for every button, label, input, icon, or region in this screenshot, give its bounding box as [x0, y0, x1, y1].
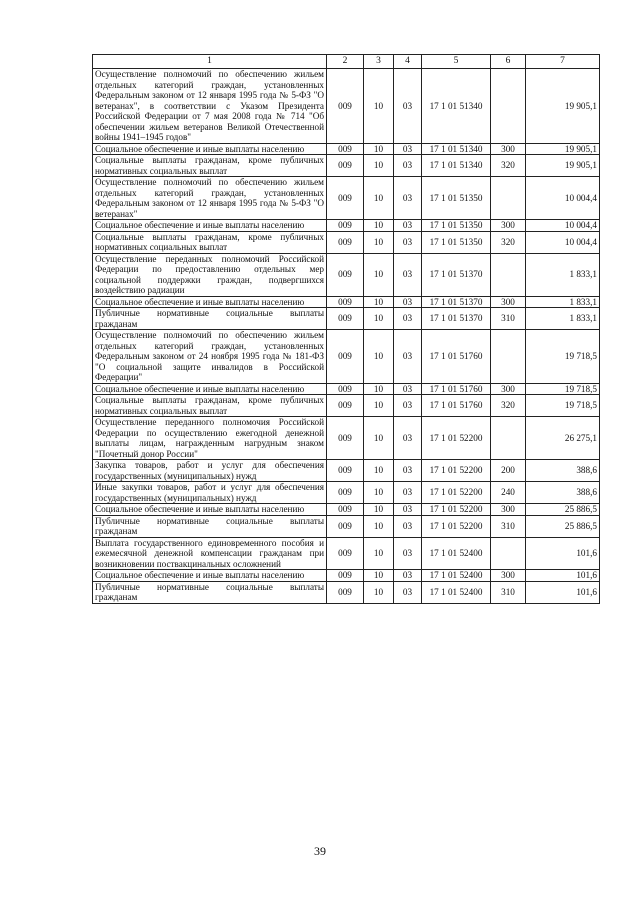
ministry-code-cell: 009	[327, 537, 364, 570]
expense-type-cell	[491, 330, 526, 384]
amount-cell: 26 275,1	[526, 417, 600, 460]
target-article-cell: 17 1 01 51760	[422, 330, 491, 384]
table-row	[93, 308, 600, 330]
ministry-code-cell: 009	[327, 308, 364, 330]
amount-cell: 19 905,1	[526, 155, 600, 177]
row-description: Публичные нормативные социальные выплаты гражданам	[93, 308, 327, 330]
subsection-cell: 03	[394, 308, 422, 330]
target-article-cell: 17 1 01 51340	[422, 143, 491, 155]
section-cell: 10	[364, 177, 394, 220]
subsection-cell: 03	[394, 395, 422, 417]
subsection-cell: 03	[394, 155, 422, 177]
row-description: Осуществление переданного полномочия Российской Федерации по осуществлению ежегодной денежной выплаты лицам, награжденным нагрудным знаком "Почетный донор России"	[93, 417, 327, 460]
column-header: 5	[422, 55, 491, 69]
section-cell: 10	[364, 581, 394, 603]
expense-type-cell: 320	[491, 231, 526, 253]
target-article-cell: 17 1 01 51350	[422, 231, 491, 253]
target-article-cell: 17 1 01 51340	[422, 155, 491, 177]
row-description: Социальные выплаты гражданам, кроме публичных нормативных социальных выплат	[93, 395, 327, 417]
ministry-code-cell: 009	[327, 155, 364, 177]
table-row	[93, 570, 600, 582]
row-description: Публичные нормативные социальные выплаты гражданам	[93, 515, 327, 537]
expense-type-cell: 310	[491, 581, 526, 603]
amount-cell: 388,6	[526, 460, 600, 482]
ministry-code-cell: 009	[327, 482, 364, 504]
expense-type-cell: 300	[491, 296, 526, 308]
column-header: 2	[327, 55, 364, 69]
row-description: Осуществление переданных полномочий Российской Федерации по предоставлению отдельных мер социальной поддержки граждан, подвергшихся воздействию радиации	[93, 253, 327, 296]
ministry-code-cell: 009	[327, 69, 364, 144]
target-article-cell: 17 1 01 52200	[422, 482, 491, 504]
ministry-code-cell: 009	[327, 570, 364, 582]
amount-cell: 1 833,1	[526, 308, 600, 330]
column-header: 7	[526, 55, 600, 69]
target-article-cell: 17 1 01 51350	[422, 177, 491, 220]
section-cell: 10	[364, 482, 394, 504]
ministry-code-cell: 009	[327, 417, 364, 460]
ministry-code-cell: 009	[327, 231, 364, 253]
amount-cell: 10 004,4	[526, 177, 600, 220]
table-row	[93, 460, 600, 482]
table-row	[93, 417, 600, 460]
section-cell: 10	[364, 308, 394, 330]
table-row	[93, 482, 600, 504]
expense-type-cell	[491, 253, 526, 296]
subsection-cell: 03	[394, 460, 422, 482]
amount-cell: 19 718,5	[526, 383, 600, 395]
table-row	[93, 177, 600, 220]
subsection-cell: 03	[394, 143, 422, 155]
section-cell: 10	[364, 515, 394, 537]
table-row	[93, 143, 600, 155]
amount-cell: 10 004,4	[526, 220, 600, 232]
expense-type-cell: 300	[491, 220, 526, 232]
row-description: Социальные выплаты гражданам, кроме публичных нормативных социальных выплат	[93, 231, 327, 253]
expense-type-cell: 240	[491, 482, 526, 504]
ministry-code-cell: 009	[327, 296, 364, 308]
section-cell: 10	[364, 504, 394, 516]
table-row	[93, 395, 600, 417]
budget-table	[92, 54, 600, 604]
target-article-cell: 17 1 01 51340	[422, 69, 491, 144]
section-cell: 10	[364, 155, 394, 177]
table-row	[93, 69, 600, 144]
table-row	[93, 383, 600, 395]
expense-type-cell: 300	[491, 143, 526, 155]
table-row	[93, 504, 600, 516]
ministry-code-cell: 009	[327, 177, 364, 220]
expense-type-cell	[491, 177, 526, 220]
expense-type-cell: 310	[491, 515, 526, 537]
table-header-row	[93, 55, 600, 69]
target-article-cell: 17 1 01 51370	[422, 253, 491, 296]
section-cell: 10	[364, 570, 394, 582]
ministry-code-cell: 009	[327, 515, 364, 537]
table-row	[93, 515, 600, 537]
ministry-code-cell: 009	[327, 220, 364, 232]
expense-type-cell: 320	[491, 155, 526, 177]
expense-type-cell	[491, 69, 526, 144]
section-cell: 10	[364, 220, 394, 232]
table-body	[93, 69, 600, 604]
row-description: Социальное обеспечение и иные выплаты населению	[93, 504, 327, 516]
subsection-cell: 03	[394, 296, 422, 308]
row-description: Осуществление полномочий по обеспечению жильем отдельных категорий граждан, установленных Федеральным законом от 24 ноября 1995 года № 181-ФЗ "О социальной защите инвалидов в Российской Федерации"	[93, 330, 327, 384]
row-description: Публичные нормативные социальные выплаты гражданам	[93, 581, 327, 603]
section-cell: 10	[364, 231, 394, 253]
section-cell: 10	[364, 460, 394, 482]
table-row	[93, 253, 600, 296]
column-header: 1	[93, 55, 327, 69]
section-cell: 10	[364, 69, 394, 144]
target-article-cell: 17 1 01 52200	[422, 515, 491, 537]
subsection-cell: 03	[394, 537, 422, 570]
subsection-cell: 03	[394, 570, 422, 582]
amount-cell: 19 718,5	[526, 395, 600, 417]
subsection-cell: 03	[394, 482, 422, 504]
target-article-cell: 17 1 01 52400	[422, 537, 491, 570]
amount-cell: 19 905,1	[526, 69, 600, 144]
target-article-cell: 17 1 01 52400	[422, 570, 491, 582]
ministry-code-cell: 009	[327, 330, 364, 384]
subsection-cell: 03	[394, 253, 422, 296]
amount-cell: 1 833,1	[526, 253, 600, 296]
table-row	[93, 330, 600, 384]
ministry-code-cell: 009	[327, 460, 364, 482]
subsection-cell: 03	[394, 504, 422, 516]
subsection-cell: 03	[394, 177, 422, 220]
target-article-cell: 17 1 01 51350	[422, 220, 491, 232]
ministry-code-cell: 009	[327, 504, 364, 516]
section-cell: 10	[364, 537, 394, 570]
row-description: Осуществление полномочий по обеспечению жильем отдельных категорий граждан, установленных Федеральным законом от 12 января 1995 года № 5-ФЗ "О ветеранах"	[93, 177, 327, 220]
section-cell: 10	[364, 143, 394, 155]
row-description: Выплата государственного единовременного пособия и ежемесячной денежной компенсации гражданам при возникновении поствакцинальных осложнений	[93, 537, 327, 570]
row-description: Социальное обеспечение и иные выплаты населению	[93, 220, 327, 232]
subsection-cell: 03	[394, 417, 422, 460]
expense-type-cell: 300	[491, 570, 526, 582]
table-row	[93, 155, 600, 177]
target-article-cell: 17 1 01 51760	[422, 383, 491, 395]
subsection-cell: 03	[394, 383, 422, 395]
row-description: Социальное обеспечение и иные выплаты населению	[93, 143, 327, 155]
amount-cell: 19 718,5	[526, 330, 600, 384]
column-header: 3	[364, 55, 394, 69]
subsection-cell: 03	[394, 220, 422, 232]
expense-type-cell: 300	[491, 383, 526, 395]
target-article-cell: 17 1 01 52400	[422, 581, 491, 603]
subsection-cell: 03	[394, 581, 422, 603]
section-cell: 10	[364, 395, 394, 417]
page-number: 39	[314, 844, 326, 858]
amount-cell: 388,6	[526, 482, 600, 504]
target-article-cell: 17 1 01 52200	[422, 504, 491, 516]
amount-cell: 10 004,4	[526, 231, 600, 253]
section-cell: 10	[364, 383, 394, 395]
row-description: Социальное обеспечение и иные выплаты населению	[93, 383, 327, 395]
section-cell: 10	[364, 330, 394, 384]
column-header: 6	[491, 55, 526, 69]
ministry-code-cell: 009	[327, 395, 364, 417]
row-description: Социальное обеспечение и иные выплаты населению	[93, 570, 327, 582]
ministry-code-cell: 009	[327, 383, 364, 395]
target-article-cell: 17 1 01 51370	[422, 308, 491, 330]
amount-cell: 101,6	[526, 537, 600, 570]
table-row	[93, 537, 600, 570]
subsection-cell: 03	[394, 330, 422, 384]
amount-cell: 101,6	[526, 570, 600, 582]
section-cell: 10	[364, 296, 394, 308]
row-description: Осуществление полномочий по обеспечению жильем отдельных категорий граждан, установленных Федеральным законом от 12 января 1995 года № 5-ФЗ "О ветеранах", в соответствии с Указом Президента Российской Федерации от 7 мая 2008 года № 714 "Об обеспечении жильем ветеранов Великой Отечественной войны 1941–1945 годов"	[93, 69, 327, 144]
row-description: Закупка товаров, работ и услуг для обеспечения государственных (муниципальных) нужд	[93, 460, 327, 482]
table-row	[93, 231, 600, 253]
expense-type-cell: 300	[491, 504, 526, 516]
table-row	[93, 220, 600, 232]
amount-cell: 101,6	[526, 581, 600, 603]
target-article-cell: 17 1 01 51370	[422, 296, 491, 308]
subsection-cell: 03	[394, 515, 422, 537]
ministry-code-cell: 009	[327, 143, 364, 155]
expense-type-cell: 200	[491, 460, 526, 482]
column-header: 4	[394, 55, 422, 69]
amount-cell: 25 886,5	[526, 504, 600, 516]
section-cell: 10	[364, 417, 394, 460]
target-article-cell: 17 1 01 52200	[422, 417, 491, 460]
expense-type-cell	[491, 417, 526, 460]
subsection-cell: 03	[394, 69, 422, 144]
target-article-cell: 17 1 01 52200	[422, 460, 491, 482]
amount-cell: 1 833,1	[526, 296, 600, 308]
expense-type-cell	[491, 537, 526, 570]
row-description: Социальные выплаты гражданам, кроме публичных нормативных социальных выплат	[93, 155, 327, 177]
row-description: Социальное обеспечение и иные выплаты населению	[93, 296, 327, 308]
subsection-cell: 03	[394, 231, 422, 253]
table-row	[93, 296, 600, 308]
row-description: Иные закупки товаров, работ и услуг для обеспечения государственных (муниципальных) нужд	[93, 482, 327, 504]
table-row	[93, 581, 600, 603]
target-article-cell: 17 1 01 51760	[422, 395, 491, 417]
amount-cell: 19 905,1	[526, 143, 600, 155]
ministry-code-cell: 009	[327, 581, 364, 603]
amount-cell: 25 886,5	[526, 515, 600, 537]
ministry-code-cell: 009	[327, 253, 364, 296]
section-cell: 10	[364, 253, 394, 296]
expense-type-cell: 320	[491, 395, 526, 417]
expense-type-cell: 310	[491, 308, 526, 330]
